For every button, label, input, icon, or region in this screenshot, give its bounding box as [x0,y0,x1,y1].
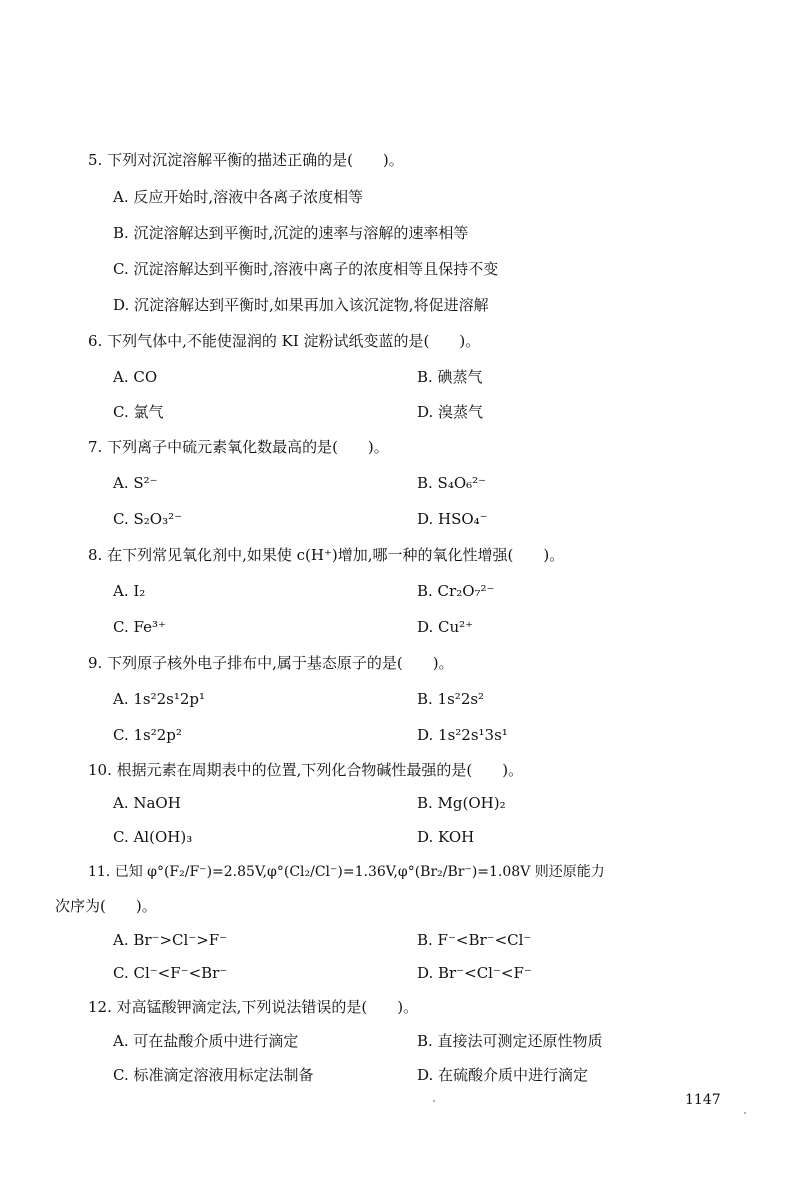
question-8-stem: 8. 在下列常见氧化剂中,如果使 c(H⁺)增加,哪一种的氧化性增强( )。 [88,546,565,564]
question-5-option-a: A. 反应开始时,溶液中各离子浓度相等 [113,188,364,206]
question-9-option-d: D. 1s²2s¹3s¹ [417,726,508,744]
question-6-option-c: C. 氯气 [113,403,164,421]
question-9-stem: 9. 下列原子核外电子排布中,属于基态原子的是( )。 [88,654,454,672]
question-6-stem: 6. 下列气体中,不能使湿润的 KI 淀粉试纸变蓝的是( )。 [88,332,481,350]
question-11-stem: 11. 已知 φ°(F₂/F⁻)=2.85V,φ°(Cl₂/Cl⁻)=1.36V,φ°(Br₂/Br⁻)=1.08V 则还原能力 [88,864,605,880]
question-9-option-a: A. 1s²2s¹2p¹ [113,690,206,708]
question-8-option-d: D. Cu²⁺ [417,618,474,636]
question-7-option-b: B. S₄O₆²⁻ [417,474,487,492]
question-6-option-b: B. 碘蒸气 [417,368,483,386]
question-10-option-c: C. Al(OH)₃ [113,828,193,846]
scan-speck [744,1112,746,1114]
question-11-option-b: B. F⁻<Br⁻<Cl⁻ [417,931,532,949]
question-10-option-a: A. NaOH [113,794,181,812]
question-12-option-c: C. 标准滴定溶液用标定法制备 [113,1066,314,1084]
question-12-option-b: B. 直接法可测定还原性物质 [417,1032,603,1050]
question-10-stem: 10. 根据元素在周期表中的位置,下列化合物碱性最强的是( )。 [88,761,524,779]
question-5-stem: 5. 下列对沉淀溶解平衡的描述正确的是( )。 [88,151,404,169]
question-11-option-a: A. Br⁻>Cl⁻>F⁻ [113,931,228,949]
question-5-option-d: D. 沉淀溶解达到平衡时,如果再加入该沉淀物,将促进溶解 [113,296,489,314]
question-7-option-a: A. S²⁻ [113,474,158,492]
scan-speck [433,1100,435,1102]
question-7-stem: 7. 下列离子中硫元素氧化数最高的是( )。 [88,438,389,456]
question-9-option-b: B. 1s²2s² [417,690,485,708]
question-6-option-a: A. CO [113,368,158,386]
question-12-stem: 12. 对高锰酸钾滴定法,下列说法错误的是( )。 [88,998,419,1016]
question-10-option-b: B. Mg(OH)₂ [417,794,506,812]
question-6-option-d: D. 溴蒸气 [417,403,484,421]
question-12-option-d: D. 在硫酸介质中进行滴定 [417,1066,589,1084]
question-11-option-c: C. Cl⁻<F⁻<Br⁻ [113,964,228,982]
question-11-stem-continued: 次序为( )。 [55,897,157,915]
question-7-option-d: D. HSO₄⁻ [417,510,488,528]
question-5-option-b: B. 沉淀溶解达到平衡时,沉淀的速率与溶解的速率相等 [113,224,469,242]
question-8-option-a: A. I₂ [113,582,146,600]
page-number: 1147 [685,1092,721,1108]
question-12-option-a: A. 可在盐酸介质中进行滴定 [113,1032,299,1050]
question-7-option-c: C. S₂O₃²⁻ [113,510,183,528]
question-8-option-b: B. Cr₂O₇²⁻ [417,582,495,600]
question-9-option-c: C. 1s²2p² [113,726,182,744]
question-11-option-d: D. Br⁻<Cl⁻<F⁻ [417,964,532,982]
question-5-option-c: C. 沉淀溶解达到平衡时,溶液中离子的浓度相等且保持不变 [113,260,499,278]
question-10-option-d: D. KOH [417,828,475,846]
question-8-option-c: C. Fe³⁺ [113,618,166,636]
